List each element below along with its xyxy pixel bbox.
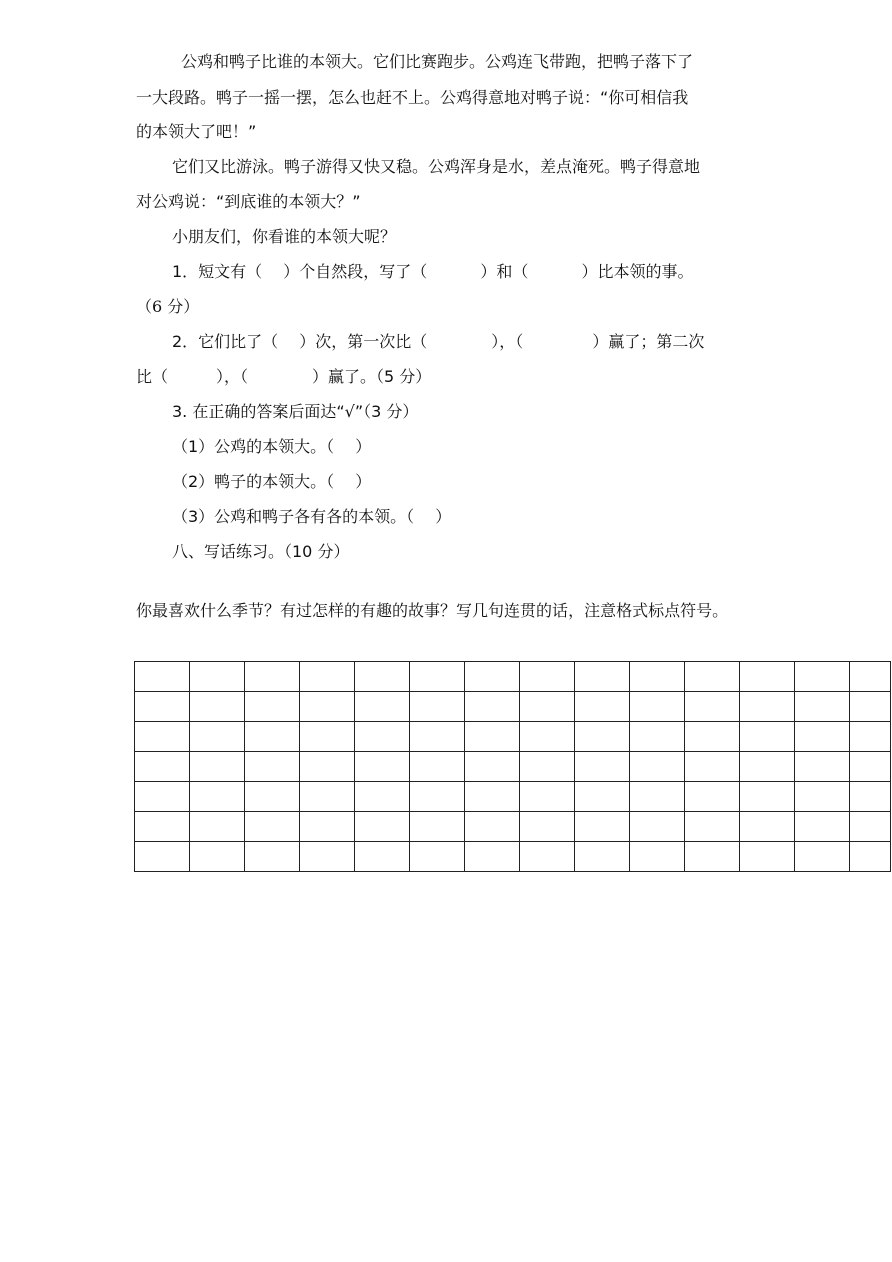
- writing-grid-cell[interactable]: [135, 692, 190, 722]
- writing-grid-cell[interactable]: [795, 692, 850, 722]
- writing-grid-cell[interactable]: [465, 752, 520, 782]
- writing-grid-cell[interactable]: [630, 662, 685, 692]
- writing-grid-cell[interactable]: [245, 842, 300, 872]
- writing-grid-cell[interactable]: [575, 782, 630, 812]
- writing-grid-cell[interactable]: [795, 662, 850, 692]
- writing-grid-cell[interactable]: [850, 842, 891, 872]
- writing-grid-cell[interactable]: [740, 692, 795, 722]
- writing-grid-cell[interactable]: [795, 812, 850, 842]
- writing-grid-row: [135, 692, 891, 722]
- writing-grid-cell[interactable]: [410, 752, 465, 782]
- writing-grid-cell[interactable]: [135, 752, 190, 782]
- writing-grid-cell[interactable]: [465, 692, 520, 722]
- writing-grid-cell[interactable]: [135, 842, 190, 872]
- writing-grid-cell[interactable]: [135, 722, 190, 752]
- writing-grid-cell[interactable]: [850, 782, 891, 812]
- writing-grid-cell[interactable]: [410, 842, 465, 872]
- writing-grid-cell[interactable]: [740, 752, 795, 782]
- writing-grid-cell[interactable]: [410, 662, 465, 692]
- writing-grid-cell[interactable]: [465, 722, 520, 752]
- writing-grid-cell[interactable]: [740, 782, 795, 812]
- writing-prompt: [136, 601, 728, 621]
- writing-grid-cell[interactable]: [740, 722, 795, 752]
- writing-grid-row: [135, 782, 891, 812]
- writing-grid-cell[interactable]: [300, 692, 355, 722]
- writing-grid-cell[interactable]: [300, 812, 355, 842]
- writing-grid-cell[interactable]: [135, 782, 190, 812]
- writing-grid-cell[interactable]: [850, 692, 891, 722]
- writing-grid-cell[interactable]: [355, 782, 410, 812]
- writing-grid-cell[interactable]: [245, 662, 300, 692]
- writing-grid-cell[interactable]: [190, 752, 245, 782]
- question-2: 2．它们比了（ ）次，第一次比（ ），（ ）赢了；第二次: [172, 332, 705, 351]
- writing-grid-cell[interactable]: [465, 812, 520, 842]
- question-3-option-2: （2）鸭子的本领大。（ ）: [172, 472, 372, 491]
- writing-prompt-part-b: 什么季节: [200, 601, 265, 620]
- writing-grid-cell[interactable]: [685, 752, 740, 782]
- writing-grid: [134, 661, 891, 872]
- writing-grid-cell[interactable]: [190, 812, 245, 842]
- writing-grid-cell[interactable]: [300, 842, 355, 872]
- writing-grid-cell[interactable]: [355, 662, 410, 692]
- question-2-continued: 比（ ），（ ）赢了。（5 分）: [136, 367, 432, 386]
- writing-grid-cell[interactable]: [355, 752, 410, 782]
- writing-grid-cell[interactable]: [410, 692, 465, 722]
- writing-grid-cell[interactable]: [520, 752, 575, 782]
- writing-grid-cell[interactable]: [410, 782, 465, 812]
- writing-grid-cell[interactable]: [245, 722, 300, 752]
- writing-grid-cell[interactable]: [410, 812, 465, 842]
- writing-grid-cell[interactable]: [685, 692, 740, 722]
- writing-grid-cell[interactable]: [355, 692, 410, 722]
- writing-grid-row: [135, 662, 891, 692]
- writing-grid-row: [135, 752, 891, 782]
- section-8-heading: 八、写话练习。（10 分）: [172, 542, 350, 561]
- writing-grid-cell[interactable]: [740, 812, 795, 842]
- writing-grid-cell[interactable]: [795, 722, 850, 752]
- writing-grid-cell[interactable]: [575, 692, 630, 722]
- writing-grid-cell[interactable]: [520, 812, 575, 842]
- writing-grid-cell[interactable]: [300, 752, 355, 782]
- writing-grid-cell[interactable]: [245, 782, 300, 812]
- question-1: 1．短文有（ ）个自然段，写了（ ）和（ ）比本领的事。: [172, 262, 694, 281]
- writing-grid-cell[interactable]: [685, 782, 740, 812]
- writing-grid-cell[interactable]: [795, 782, 850, 812]
- writing-grid-cell[interactable]: [245, 812, 300, 842]
- passage-paragraph-3: 小朋友们，你看谁的本领大呢？: [172, 227, 397, 246]
- writing-grid-row: [135, 812, 891, 842]
- writing-grid-cell[interactable]: [355, 722, 410, 752]
- writing-grid-cell[interactable]: [850, 812, 891, 842]
- writing-grid-cell[interactable]: [795, 842, 850, 872]
- writing-grid-cell[interactable]: [190, 842, 245, 872]
- writing-grid-cell[interactable]: [685, 812, 740, 842]
- writing-prompt-part-a: 你最喜欢: [136, 601, 201, 620]
- writing-grid-cell[interactable]: [245, 692, 300, 722]
- writing-grid-row: [135, 722, 891, 752]
- writing-grid-cell[interactable]: [465, 662, 520, 692]
- writing-grid-cell[interactable]: [135, 662, 190, 692]
- writing-grid-cell[interactable]: [740, 662, 795, 692]
- writing-grid-cell[interactable]: [575, 722, 630, 752]
- passage-paragraph-2-line-2: 对公鸡说：“到底谁的本领大？”: [136, 192, 361, 211]
- writing-grid-cell[interactable]: [520, 722, 575, 752]
- writing-grid-cell[interactable]: [685, 842, 740, 872]
- writing-grid-cell[interactable]: [465, 842, 520, 872]
- writing-grid-cell[interactable]: [630, 722, 685, 752]
- writing-grid-cell[interactable]: [135, 812, 190, 842]
- writing-grid-cell[interactable]: [795, 752, 850, 782]
- writing-grid-row: [135, 842, 891, 872]
- question-3-option-3: （3）公鸡和鸭子各有各的本领。（ ）: [172, 507, 452, 526]
- writing-grid-cell[interactable]: [630, 692, 685, 722]
- passage-paragraph-2-line-1: 它们又比游泳。鸭子游得又快又稳。公鸡浑身是水，差点淹死。鸭子得意地: [172, 157, 701, 176]
- passage-paragraph-1-line-3: 的本领大了吧！”: [136, 122, 257, 141]
- question-1-score: （6 分）: [136, 297, 200, 316]
- writing-grid-cell[interactable]: [410, 722, 465, 752]
- writing-grid-cell[interactable]: [190, 692, 245, 722]
- writing-grid-cell[interactable]: [630, 812, 685, 842]
- writing-grid-cell[interactable]: [355, 842, 410, 872]
- writing-grid-cell[interactable]: [520, 782, 575, 812]
- writing-prompt-part-e: ，注意格式标点符号。: [568, 601, 729, 620]
- writing-grid-cell[interactable]: [630, 752, 685, 782]
- writing-grid-cell[interactable]: [520, 842, 575, 872]
- writing-grid-cell[interactable]: [465, 782, 520, 812]
- writing-grid-cell[interactable]: [575, 752, 630, 782]
- writing-grid-cell[interactable]: [630, 842, 685, 872]
- writing-grid-cell[interactable]: [520, 692, 575, 722]
- question-3-option-1: （1）公鸡的本领大。（ ）: [172, 437, 372, 456]
- writing-grid-cell[interactable]: [685, 662, 740, 692]
- writing-prompt-part-c: ？有过怎样的有趣的故事？: [264, 601, 457, 620]
- writing-grid-cell[interactable]: [190, 662, 245, 692]
- writing-grid-cell[interactable]: [190, 722, 245, 752]
- writing-grid-cell[interactable]: [685, 722, 740, 752]
- writing-grid-cell[interactable]: [190, 782, 245, 812]
- writing-prompt-part-d: 写几句连贯的话: [456, 601, 569, 620]
- writing-grid-cell[interactable]: [300, 662, 355, 692]
- writing-grid-cell[interactable]: [850, 722, 891, 752]
- writing-grid-cell[interactable]: [575, 842, 630, 872]
- writing-grid-cell[interactable]: [850, 662, 891, 692]
- writing-grid-cell[interactable]: [520, 662, 575, 692]
- writing-grid-cell[interactable]: [300, 782, 355, 812]
- writing-grid-cell[interactable]: [850, 752, 891, 782]
- writing-grid-cell[interactable]: [575, 662, 630, 692]
- writing-grid-cell[interactable]: [575, 812, 630, 842]
- writing-grid-cell[interactable]: [300, 722, 355, 752]
- writing-grid-cell[interactable]: [740, 842, 795, 872]
- writing-grid-cell[interactable]: [245, 752, 300, 782]
- question-3: 3. 在正确的答案后面达“√”（3 分）: [172, 402, 419, 421]
- writing-grid-cell[interactable]: [355, 812, 410, 842]
- passage-paragraph-1-line-1: 公鸡和鸭子比谁的本领大。它们比赛跑步。公鸡连飞带跑，把鸭子落下了: [181, 52, 694, 71]
- writing-grid-cell[interactable]: [630, 782, 685, 812]
- passage-paragraph-1-line-2: 一大段路。鸭子一摇一摆，怎么也赶不上。公鸡得意地对鸭子说：“你可相信我: [136, 88, 689, 107]
